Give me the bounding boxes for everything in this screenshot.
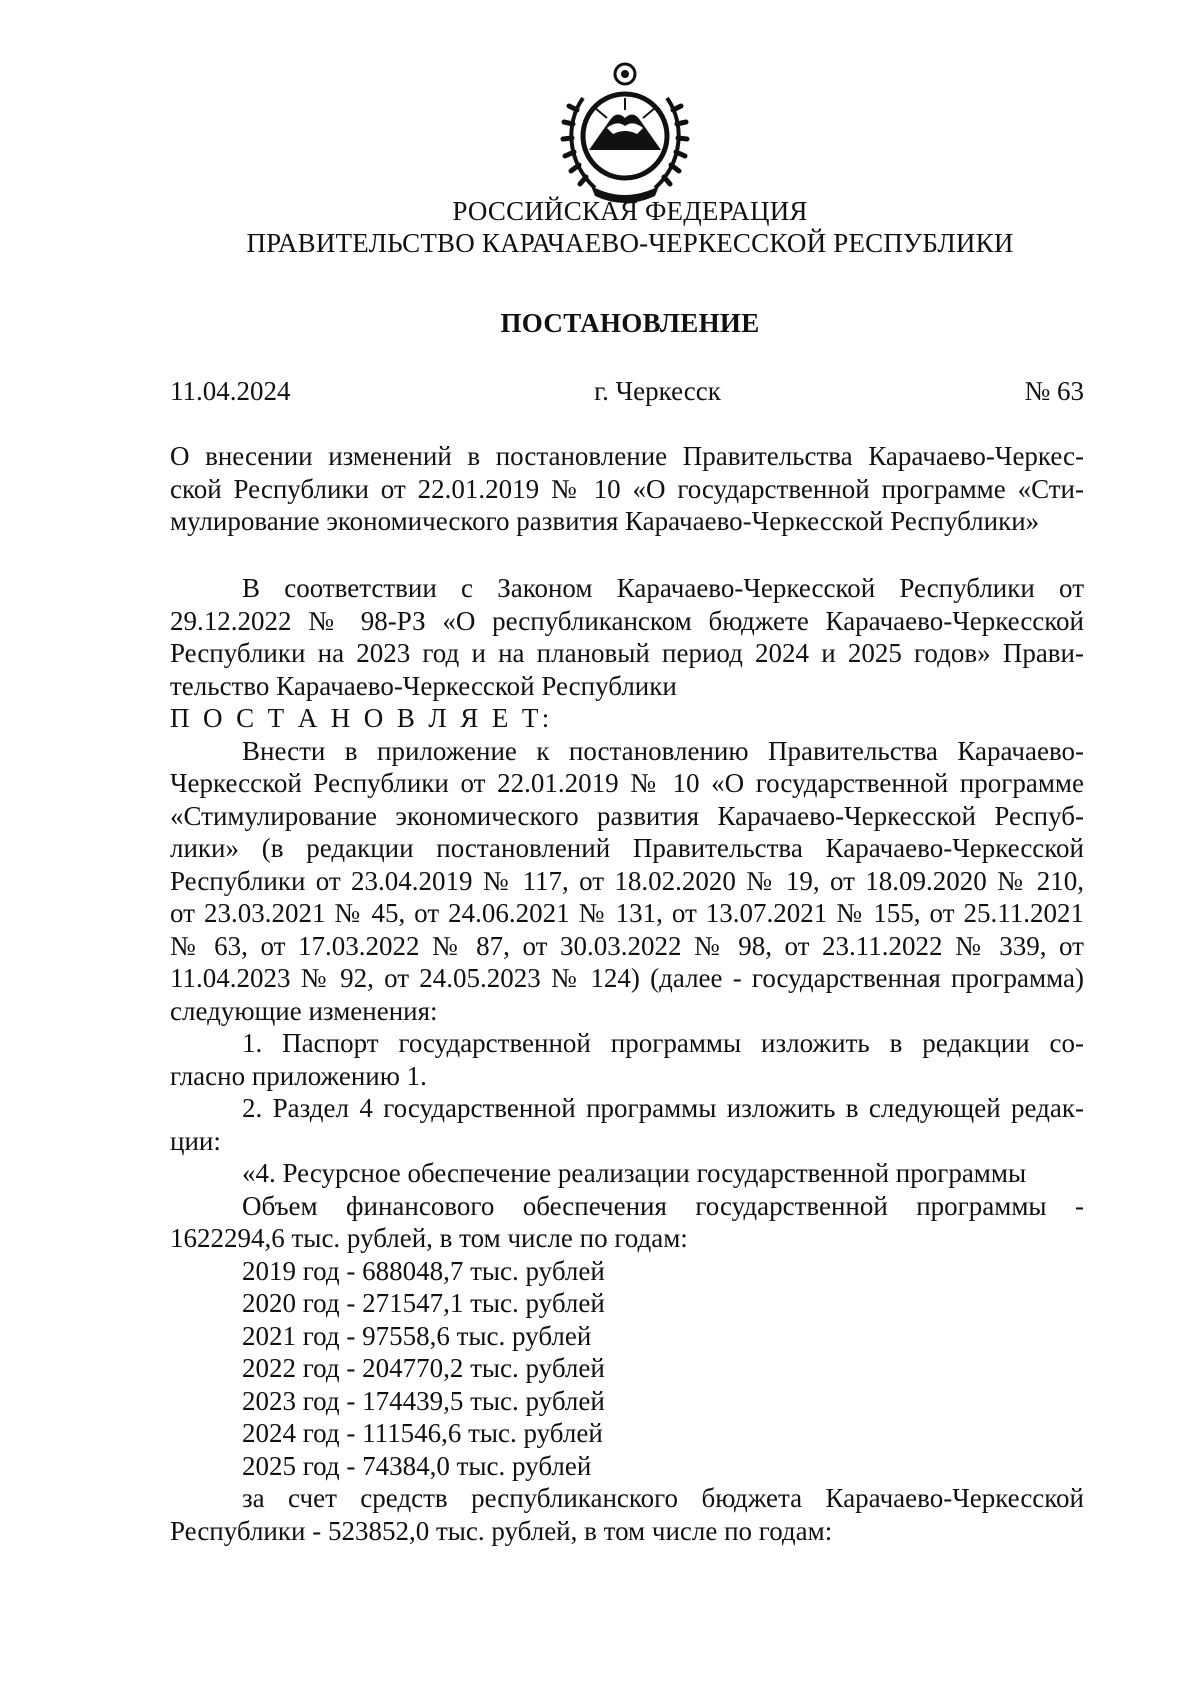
document-subject — [170, 440, 1084, 538]
body-line: «Стимулирование экономического развития Карачаево-Черкесской Респуб- — [170, 800, 1084, 831]
financing-line: 1622294,6 тыс. рублей, в том числе по годам: — [170, 1223, 688, 1253]
body-line: лики» (в редакции постановлений Правительства Карачаево-Черкесской — [170, 833, 1084, 863]
body-line: Черкесской Республики от 22.01.2019 № 10 «О государственной программе — [170, 768, 1084, 798]
list-item: 2020 год - 271547,1 тыс. рублей — [242, 1288, 605, 1318]
republic-budget-line: за счет средств республиканского бюджета Карачаево-Черкесской — [242, 1483, 1084, 1513]
subject-line: мулирование экономического развития Карачаево-Черкесской Республики» — [170, 506, 1040, 536]
header-government: ПРАВИТЕЛЬСТВО КАРАЧАЕВО-ЧЕРКЕССКОЙ РЕСПУБЛИКИ — [246, 228, 1014, 258]
list-item: 2023 год - 174439,5 тыс. рублей — [242, 1385, 605, 1416]
preamble-line: тельство Карачаево-Черкесской Республики — [170, 670, 677, 701]
list-item: 2025 год - 74384,0 тыс. рублей — [242, 1450, 592, 1481]
list-item: 2022 год - 204770,2 тыс. рублей — [242, 1353, 605, 1383]
item-1-line: 1. Паспорт государственной программы изложить в редакции со- — [242, 1028, 1084, 1058]
section-heading: «4. Ресурсное обеспечение реализации государственной программы — [242, 1158, 1027, 1188]
coat-of-arms-icon — [555, 58, 695, 206]
body-line: следующие изменения: — [170, 995, 438, 1026]
body-line: Республики от 23.04.2019 № 117, от 18.02.2020 № 19, от 18.09.2020 № 210, — [170, 865, 1084, 896]
body-line: № 63, от 17.03.2022 № 87, от 30.03.2022 № 98, от 23.11.2022 № 339, от — [170, 930, 1084, 961]
item-2-line: 2. Раздел 4 государственной программы изложить в следующей редак- — [242, 1093, 1084, 1123]
item-1-line: гласно приложению 1. — [170, 1060, 427, 1091]
body-line: Внести в приложение к постановлению Правительства Карачаево- — [242, 735, 1084, 766]
subject-line: О внесении изменений в постановление Правительства Карачаево-Черкес- — [170, 441, 1084, 471]
subject-line: ской Республики от 22.01.2019 № 10 «О государственной программе «Сти- — [170, 473, 1084, 504]
resolves-word: П О С Т А Н О В Л Я Е Т: — [170, 703, 553, 733]
item-2-line: ции: — [170, 1125, 221, 1156]
republic-budget-line: Республики - 523852,0 тыс. рублей, в том числе по годам: — [170, 1515, 833, 1546]
list-item: 2021 год - 97558,6 тыс. рублей — [242, 1320, 592, 1351]
preamble-line: В соответствии с Законом Карачаево-Черкесской Республики от — [242, 573, 1084, 603]
header-country: РОССИЙСКАЯ ФЕДЕРАЦИЯ — [452, 196, 808, 226]
document-city: г. Черкесск — [594, 376, 721, 406]
preamble-line: Республики на 2023 год и на плановый период 2024 и 2025 годов» Прави- — [170, 638, 1084, 668]
financing-line: Объем финансового обеспечения государственной программы - — [242, 1190, 1084, 1221]
document-meta — [170, 376, 1084, 407]
body-line: от 23.03.2021 № 45, от 24.06.2021 № 131, от 13.07.2021 № 155, от 25.11.2021 — [170, 898, 1084, 928]
document-date: 11.04.2024 — [170, 376, 291, 406]
preamble-line: 29.12.2022 № 98-РЗ «О республиканском бюджете Карачаево-Черкесской — [170, 605, 1084, 636]
document-body — [170, 572, 1084, 1547]
document-title: ПОСТАНОВЛЕНИЕ — [500, 308, 760, 338]
document-number: № 63 — [1024, 376, 1084, 406]
budget-by-year-list — [170, 1255, 1084, 1483]
list-item: 2024 год - 111546,6 тыс. рублей — [242, 1418, 603, 1448]
list-item: 2019 год - 688048,7 тыс. рублей — [242, 1255, 605, 1286]
body-line: 11.04.2023 № 92, от 24.05.2023 № 124) (далее - государственная программа) — [170, 963, 1084, 993]
